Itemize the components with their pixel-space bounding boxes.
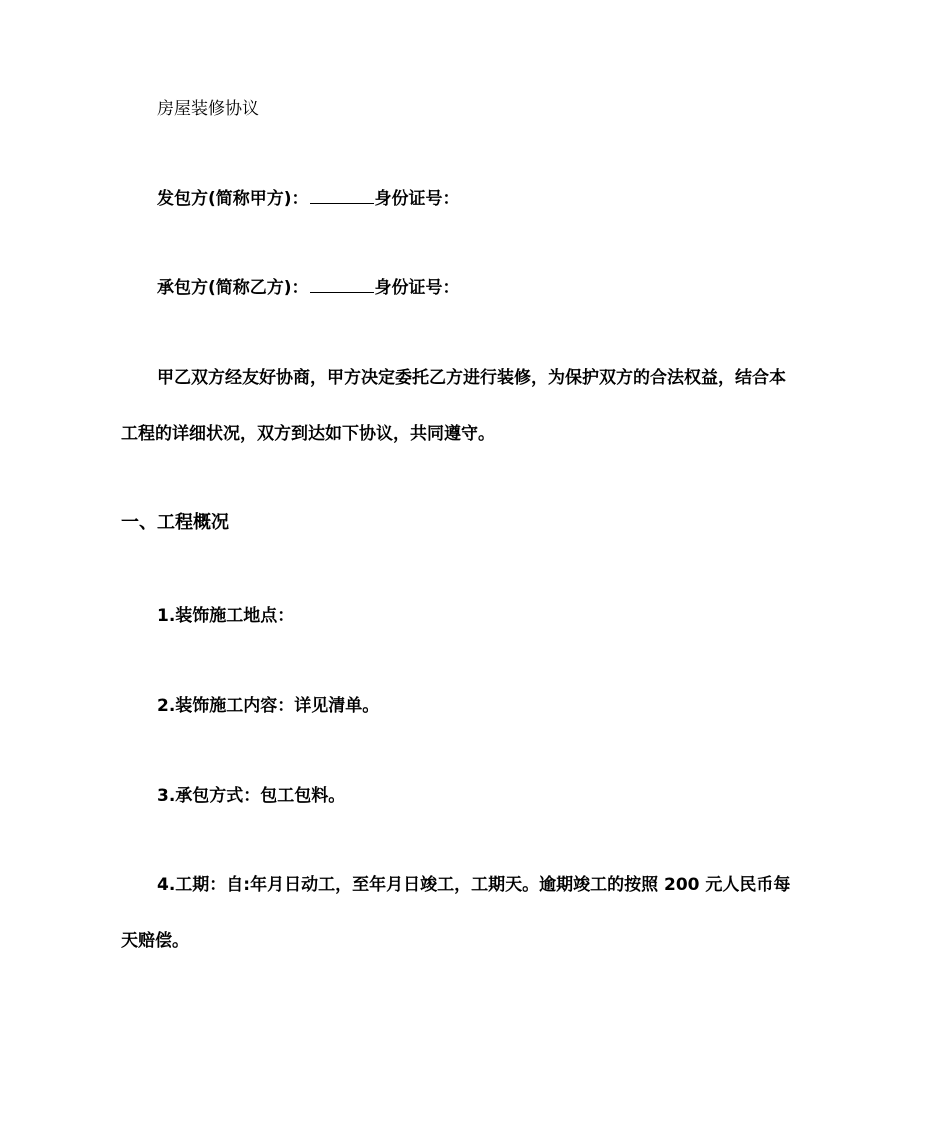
section-1-item-3: 3.承包方式：包工包料。 bbox=[157, 786, 346, 806]
intro-line-1: 甲乙双方经友好协商，甲方决定委托乙方进行装修，为保护双方的合法权益，结合本 bbox=[157, 368, 786, 388]
party-b-name-blank bbox=[310, 276, 374, 293]
section-1-item-4-line-1: 4.工期：自:年月日动工，至年月日竣工，工期天。逾期竣工的按照 200 元人民币每 bbox=[157, 875, 791, 895]
party-a-id-label: 身份证号： bbox=[374, 189, 460, 209]
intro-line-2: 工程的详细状况，双方到达如下协议，共同遵守。 bbox=[121, 424, 495, 444]
section-1-item-1: 1.装饰施工地点： bbox=[157, 606, 295, 626]
section-1-item-4-line-2: 天赔偿。 bbox=[121, 931, 189, 951]
section-1-item-2: 2.装饰施工内容：详见清单。 bbox=[157, 696, 380, 716]
party-b-id-label: 身份证号： bbox=[374, 278, 460, 298]
party-b-label: 承包方(简称乙方)： bbox=[157, 278, 309, 298]
party-a-label: 发包方(简称甲方)： bbox=[157, 189, 309, 209]
party-a-name-blank bbox=[310, 187, 374, 204]
section-1-heading: 一、工程概况 bbox=[121, 512, 229, 533]
party-a-line bbox=[157, 187, 460, 211]
party-b-line bbox=[157, 276, 460, 300]
document-title: 房屋装修协议 bbox=[157, 99, 259, 119]
